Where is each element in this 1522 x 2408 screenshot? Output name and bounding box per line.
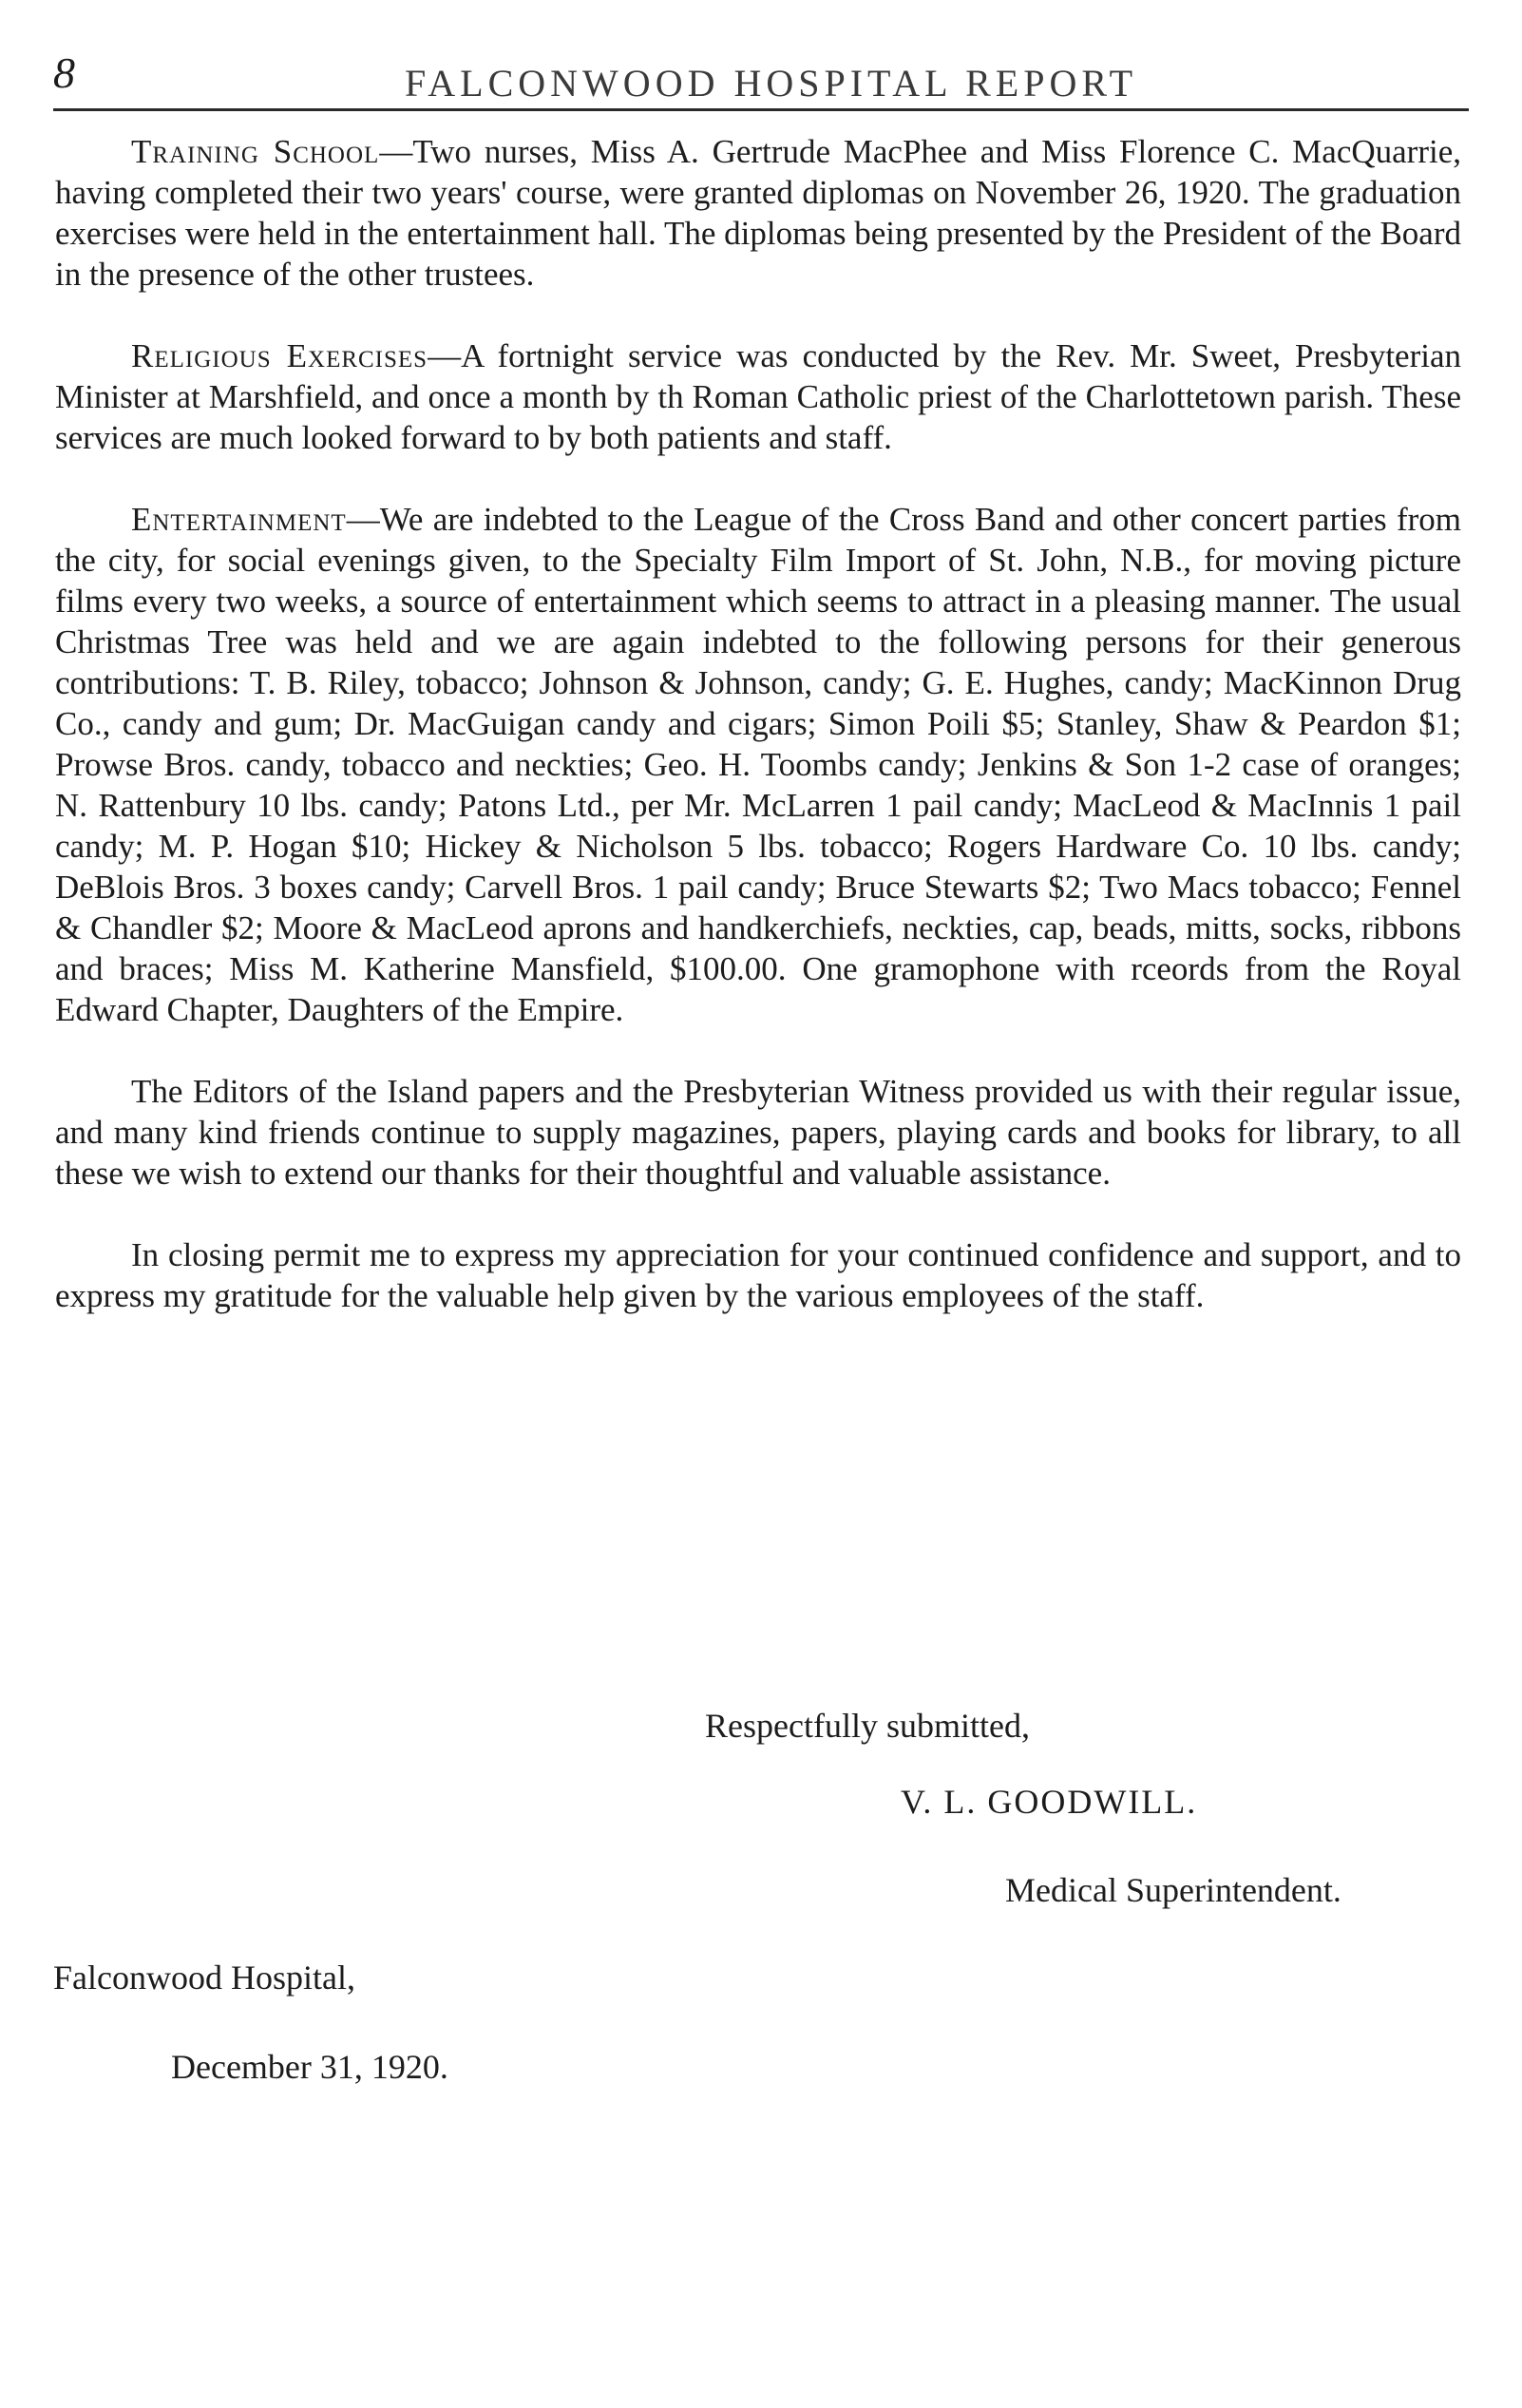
- running-head: FALCONWOOD HOSPITAL REPORT: [405, 62, 1138, 105]
- paragraph-editors: [55, 1071, 1461, 1194]
- paragraph-text: A fortnight service was conducted by the Rev. Mr. Sweet, Presbyterian Minister at Marshfield, and once a month by th Roman Catholic priest of the Charlottetown parish. These services are much looked forward to by both patients and staff.: [55, 337, 1461, 456]
- paragraph-closing: [55, 1234, 1461, 1316]
- section-heading: Training School: [131, 133, 380, 170]
- signatory-title: Medical Superintendent.: [1005, 1871, 1341, 1909]
- signatory-name: V. L. GOODWILL.: [901, 1783, 1198, 1821]
- page-number: 8: [53, 48, 75, 97]
- section-heading: Religious Exercises: [131, 337, 428, 374]
- paragraph-text: Two nurses, Miss A. Gertrude MacPhee and Miss Florence C. MacQuarrie, having completed their two years' course, were granted diplomas on November 26, 1920. The graduation exercises were held in the entertainment hall. The diplomas being presented by the President of the Board in the presence of the other trustees.: [55, 133, 1461, 293]
- paragraph-entertainment: Entertainment—We are indebted to the League of the Cross Band and other concert parties from the city, for social evenings given, to the Specialty Film Import of St. John, N.B., for moving picture films every two weeks, a source of entertainment which seems to attract in a pleasing manner. The usual Christmas Tree was held and we are again indebted to the following persons for their generous contributions: T. B. Riley, tobacco; Johnson & Johnson, candy; G. E. Hughes, candy; MacKinnon Drug Co., candy and gum; Dr. MacGuigan candy and cigars; Simon Poili $5; Stanley, Shaw & Peardon $1; Prowse Bros. candy, tobacco and neckties; Geo. H. Toombs candy; Jenkins & Son 1-2 case of oranges; N. Rattenbury 10 lbs. candy; Patons Ltd., per Mr. McLarren 1 pail candy; MacLeod & MacInnis 1 pail candy; M. P. Hogan $10; Hickey & Nicholson 5 lbs. tobacco; Rogers Hardware Co. 10 lbs. candy; DeBlois Bros. 3 boxes candy; Carvell Bros. 1 pail candy; Bruce Stewarts $2; Two Macs tobacco; Fennel & Chandler $2; Moore & MacLeod aprons and handkerchiefs, neckties, cap, beads, mitts, socks, ribbons and braces; Miss M. Katherine Mansfield, $100.00. One gramophone with rceords from the Royal Edward Chapter, Daughters of the Empire.: [55, 501, 1461, 1028]
- section-heading: Entertainment: [131, 501, 347, 538]
- valediction: Respectfully submitted,: [705, 1707, 1030, 1745]
- paragraph-text: In closing permit me to express my appreciation for your continued confidence and support, and to express my gratitude for the valuable help given by the various employees of the staff.: [55, 1236, 1461, 1314]
- page-header: [53, 42, 1469, 111]
- paragraph-text: The Editors of the Island papers and the Presbyterian Witness provided us with their regular issue, and many kind friends continue to supply magazines, papers, playing cards and books for library, to all these we wish to extend our thanks for their thoughtful and valuable assistance.: [55, 1073, 1461, 1192]
- report-body: [55, 131, 1461, 1357]
- paragraph-religious-exercises: Religious Exercises—A fortnight service was conducted by the Rev. Mr. Sweet, Presbyterian Minister at Marshfield, and once a month by th Roman Catholic priest of the Charlottetown parish. These services are much looked forward to by both patients and staff.: [55, 337, 1461, 456]
- paragraph-text: We are indebted to the League of the Cross Band and other concert parties from the city, for social evenings given, to the Specialty Film Import of St. John, N.B., for moving picture films every two weeks, a source of entertainment which seems to attract in a pleasing manner. The usual Christmas Tree was held and we are again indebted to the following persons for their generous contributions: T. B. Riley, tobacco; Johnson & Johnson, candy; G. E. Hughes, candy; MacKinnon Drug Co., candy and gum; Dr. MacGuigan candy and cigars; Simon Poili $5; Stanley, Shaw & Peardon $1; Prowse Bros. candy, tobacco and neckties; Geo. H. Toombs candy; Jenkins & Son 1-2 case of oranges; N. Rattenbury 10 lbs. candy; Patons Ltd., per Mr. McLarren 1 pail candy; MacLeod & MacInnis 1 pail candy; M. P. Hogan $10; Hickey & Nicholson 5 lbs. tobacco; Rogers Hardware Co. 10 lbs. candy; DeBlois Bros. 3 boxes candy; Carvell Bros. 1 pail candy; Bruce Stewarts $2; Two Macs tobacco; Fennel & Chandler $2; Moore & MacLeod aprons and handkerchiefs, neckties, cap, beads, mitts, socks, ribbons and braces; Miss M. Katherine Mansfield, $100.00. One gramophone with rceords from the Royal Edward Chapter, Daughters of the Empire.: [55, 501, 1461, 1028]
- place-line: Falconwood Hospital,: [53, 1959, 355, 1997]
- paragraph-training-school: Training School—Two nurses, Miss A. Gertrude MacPhee and Miss Florence C. MacQuarrie, having completed their two years' course, were granted diplomas on November 26, 1920. The graduation exercises were held in the entertainment hall. The diplomas being presented by the President of the Board in the presence of the other trustees.: [55, 133, 1461, 293]
- date-line: December 31, 1920.: [171, 2048, 448, 2086]
